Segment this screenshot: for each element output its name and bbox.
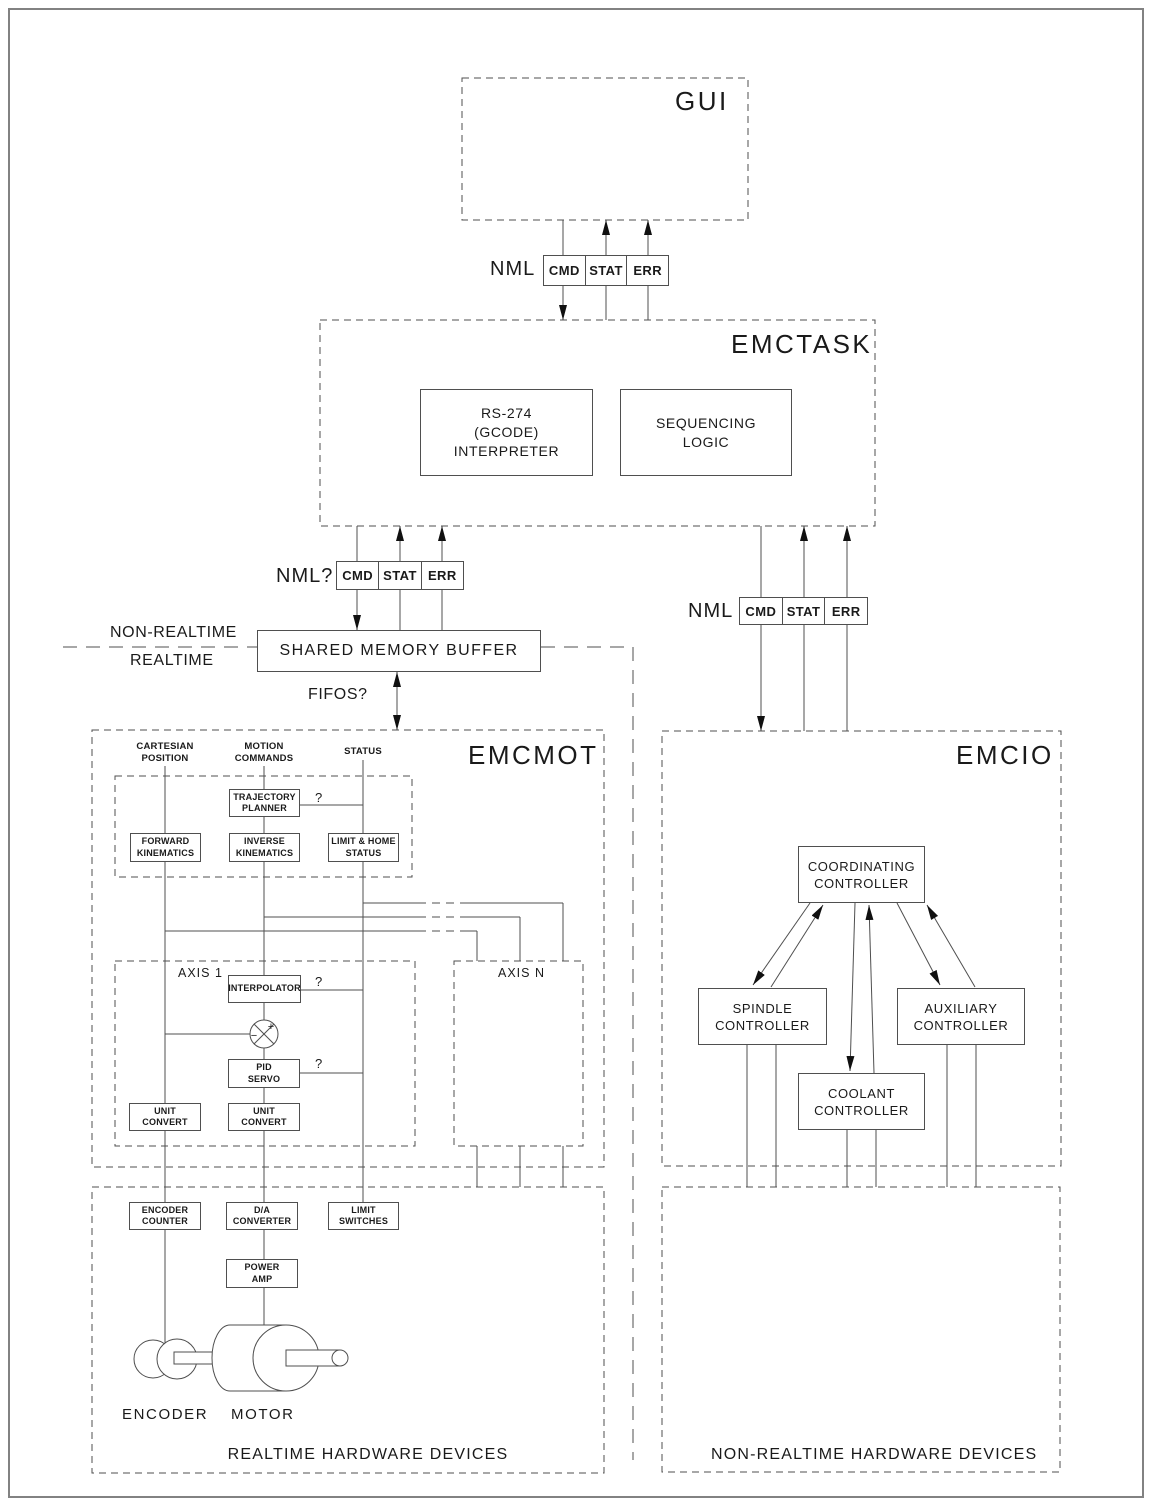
nml-right-err-cell: ERR [831,603,861,619]
trajectory-planner-box: TRAJECTORY PLANNER [229,789,300,817]
limit-switches-box: LIMIT SWITCHES [328,1202,399,1230]
forward-kinematics-box: FORWARD KINEMATICS [130,833,201,862]
unit-convert-position-box: UNIT CONVERT [129,1103,201,1131]
motion-commands-label: MOTION COMMANDS [234,741,294,764]
sequencing-logic-box: SEQUENCING LOGIC [620,389,792,476]
fifos-label: FIFOS? [308,686,368,703]
nml-left-buffer [336,561,464,590]
status-label: STATUS [344,746,382,757]
emcio-title: EMCIO [956,740,1054,770]
non-realtime-hw-region-box [662,1187,1060,1472]
da-converter-box: D/A CONVERTER [226,1202,298,1230]
nml-top-label: NML [490,258,536,280]
interpolator-box: INTERPOLATOR [228,975,301,1003]
auxiliary-controller-box: AUXILIARY CONTROLLER [897,988,1025,1045]
coordinating-controller-box: COORDINATING CONTROLLER [798,846,925,903]
nml-left-err-cell: ERR [427,568,457,583]
encoder-label: ENCODER [122,1406,209,1423]
nml-right-stat-cell: STAT [783,598,826,624]
emctask-title: EMCTASK [731,329,873,359]
pid-question-label: ? [315,1056,323,1071]
non-realtime-hw-caption: NON-REALTIME HARDWARE DEVICES [711,1446,1038,1463]
arrow-spindle-to-cc [771,905,823,987]
nml-right-cmd-cell: CMD [740,598,783,624]
emcmot-title: EMCMOT [468,740,599,770]
trajectory-question-label: ? [315,790,323,805]
encoder-motor-drawing [134,1325,348,1391]
pid-servo-box: PID SERVO [228,1059,300,1088]
cartesian-position-label: CARTESIAN POSITION [136,741,194,764]
nml-left-stat-cell: STAT [379,562,421,589]
nml-top-err-cell: ERR [633,263,662,278]
nml-right-buffer [739,597,868,625]
arrow-cc-to-coolant [850,903,855,1071]
emcmot-region-box [92,730,604,1167]
summing-minus: − [250,1030,258,1042]
spindle-controller-box: SPINDLE CONTROLLER [698,988,827,1045]
inverse-kinematics-box: INVERSE KINEMATICS [229,833,300,862]
shared-memory-buffer-box: SHARED MEMORY BUFFER [257,630,541,672]
nml-left-label: NML? [276,565,334,587]
gcode-interpreter-box: RS-274 (GCODE) INTERPRETER [420,389,593,476]
nml-right-label: NML [688,600,734,622]
interpolator-question-label: ? [315,974,323,989]
encoder-counter-box: ENCODER COUNTER [129,1202,201,1230]
nml-top-cmd-cell: CMD [544,256,586,285]
axisn-group-box [454,961,583,1146]
motor-label: MOTOR [231,1406,295,1423]
nml-left-cmd-cell: CMD [337,562,379,589]
arrow-coolant-to-cc [869,905,874,1073]
non-realtime-label: NON-REALTIME [110,624,237,641]
axis1-label: AXIS 1 [178,966,223,980]
nml-top-stat-cell: STAT [586,256,628,285]
nml-top-buffer [543,255,669,286]
realtime-hw-caption: REALTIME HARDWARE DEVICES [227,1446,509,1463]
power-amp-box: POWER AMP [226,1259,298,1288]
limit-home-status-box: LIMIT & HOME STATUS [328,833,399,862]
realtime-label: REALTIME [130,652,214,669]
unit-convert-output-box: UNIT CONVERT [228,1103,300,1131]
axisn-label: AXIS N [498,966,545,980]
arrow-cc-to-spindle [753,903,810,985]
summing-plus: + [267,1021,275,1033]
coolant-controller-box: COOLANT CONTROLLER [798,1073,925,1130]
gui-title: GUI [675,86,729,116]
